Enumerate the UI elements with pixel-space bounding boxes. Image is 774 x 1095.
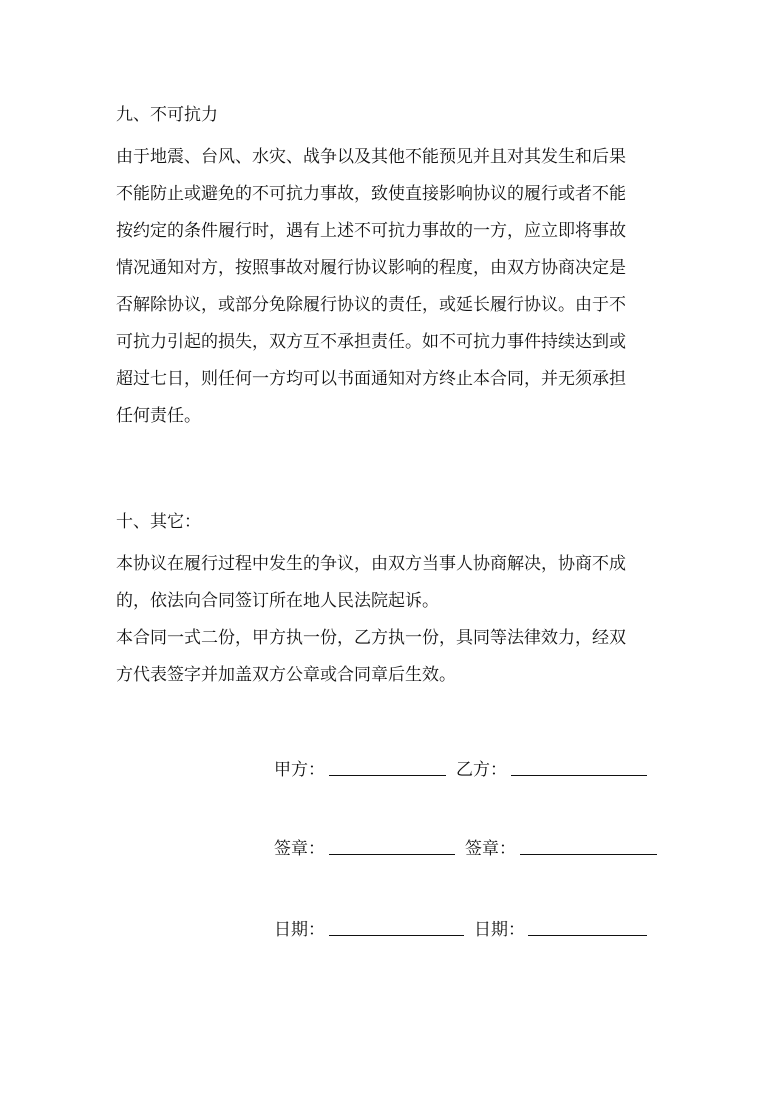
section-10-para-1	[116, 546, 664, 620]
body-line: 超过七日，则任何一方均可以书面通知对方终止本合同，并无须承担	[116, 369, 626, 389]
signature-row-date	[274, 915, 654, 941]
body-line: 不能防止或避免的不可抗力事故，致使直接影响协议的履行或者不能	[116, 184, 626, 204]
section-10-para-2	[116, 620, 664, 694]
body-line: 本协议在履行过程中发生的争议，由双方当事人协商解决，协商不成	[116, 554, 626, 574]
party-b-blank[interactable]	[511, 775, 647, 776]
section-9-title: 九、不可抗力	[116, 105, 218, 125]
body-line: 的，依法向合同签订所在地人民法院起诉。	[116, 591, 439, 611]
body-line: 任何责任。	[116, 406, 201, 426]
body-line: 由于地震、台风、水灾、战争以及其他不能预见并且对其发生和后果	[116, 147, 626, 167]
seal-a-blank[interactable]	[329, 854, 455, 855]
date-b-label: 日期：	[474, 920, 525, 940]
date-a-blank[interactable]	[329, 935, 464, 936]
body-line: 可抗力引起的损失，双方互不承担责任。如不可抗力事件持续达到或	[116, 332, 626, 352]
body-line: 情况通知对方，按照事故对履行协议影响的程度，由双方协商决定是	[116, 258, 626, 278]
body-line: 按约定的条件履行时，遇有上述不可抗力事故的一方，应立即将事故	[116, 221, 626, 241]
date-a-label: 日期：	[274, 920, 325, 940]
party-a-blank[interactable]	[329, 775, 446, 776]
seal-b-label: 签章：	[465, 839, 516, 859]
section-10-title: 十、其它：	[116, 512, 201, 532]
body-line: 本合同一式二份，甲方执一份，乙方执一份，具同等法律效力，经双	[116, 628, 626, 648]
signature-row-seal	[274, 834, 664, 860]
date-b-blank[interactable]	[528, 935, 647, 936]
body-line: 否解除协议，或部分免除履行协议的责任，或延长履行协议。由于不	[116, 295, 626, 315]
signature-row-party	[274, 755, 654, 781]
section-9-body	[116, 139, 664, 435]
party-b-label: 乙方：	[456, 760, 507, 780]
party-a-label: 甲方：	[274, 760, 325, 780]
seal-a-label: 签章：	[274, 839, 325, 859]
body-line: 方代表签字并加盖双方公章或合同章后生效。	[116, 665, 456, 685]
seal-b-blank[interactable]	[520, 854, 657, 855]
